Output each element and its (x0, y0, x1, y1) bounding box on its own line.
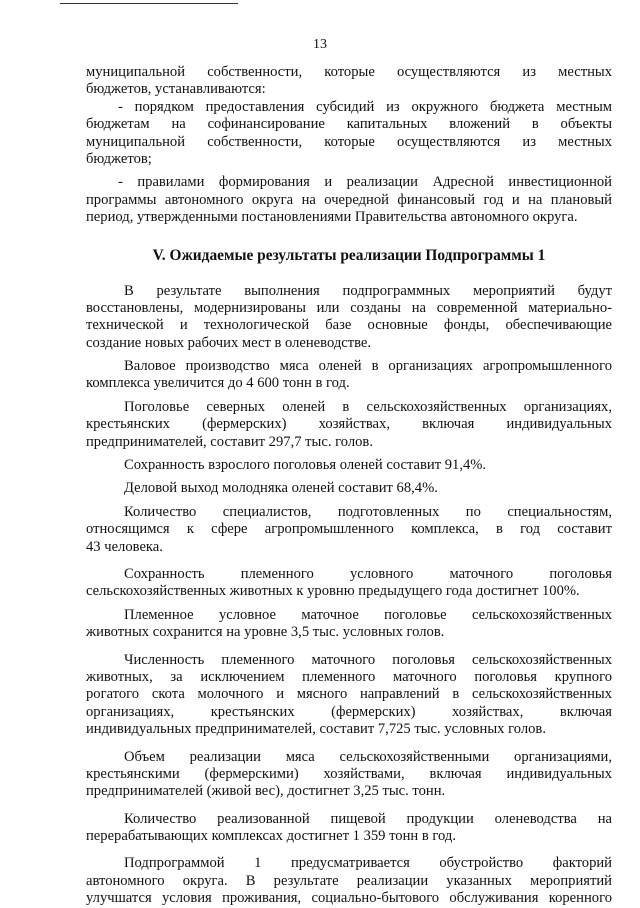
text-line: комплекса увеличится до 4 600 тонн в год. (86, 375, 350, 392)
text-line: Объем реализации мяса сельскохозяйственными организациями, (124, 748, 612, 765)
paragraph (86, 174, 612, 226)
text-line: Племенное условное маточное поголовье сельскохозяйственных (124, 606, 612, 623)
paragraph (86, 504, 612, 556)
paragraph (86, 358, 612, 393)
text-line: создание новых рабочих мест в оленеводстве. (86, 334, 372, 351)
paragraph (86, 607, 612, 642)
text-line: Количество специалистов, подготовленных по специальностям, (124, 503, 612, 520)
text-line: рогатого скота молочного и мясного направлений в сельскохозяйственных (86, 686, 612, 703)
paragraph (86, 480, 612, 497)
text-line: индивидуальных предпринимателей, составит 7,725 тыс. условных голов. (86, 721, 546, 738)
text-line: предпринимателей (живой вес), достигнет 3,25 тыс. тонн. (86, 783, 446, 800)
text-line: автономного округа. В результате реализации указанных мероприятий (86, 872, 612, 889)
text-line: животных сохранится на уровне 3,5 тыс. условных голов. (86, 624, 445, 641)
paragraph (86, 749, 612, 801)
document-body (86, 64, 612, 908)
paragraph (86, 99, 612, 169)
text-line: муниципальной собственности, которые осуществляются из местных (86, 133, 612, 150)
text-line: Валовое производство мяса оленей в организациях агропромышленного (124, 358, 612, 375)
text-line: Подпрограммой 1 предусматривается обустройство факторий (124, 855, 612, 872)
text-line: перерабатывающих комплексах достигнет 1 359 тонн в год. (86, 828, 456, 845)
paragraph (86, 811, 612, 846)
paragraph (86, 64, 612, 99)
scan-artifact-line (60, 3, 238, 4)
text-line: Деловой выход молодняка оленей составит 68,4%. (124, 480, 438, 497)
paragraph (86, 566, 612, 601)
text-line: относящимся к сфере агропромышленного комплекса, в год составит (86, 521, 612, 538)
text-line: бюджетов; (86, 150, 152, 167)
text-line: предпринимателей, составит 297,7 тыс. голов. (86, 433, 373, 450)
text-line: животных, за исключением племенного маточного поголовья крупного (86, 668, 612, 685)
paragraph (86, 283, 612, 353)
paragraph (86, 652, 612, 739)
text-line: программы автономного округа на очередной финансовый год и на плановый (86, 191, 612, 208)
paragraph (86, 399, 612, 451)
page-number: 13 (313, 37, 327, 52)
text-line: Сохранность взрослого поголовья оленей составит 91,4%. (124, 457, 487, 474)
text-line: улучшатся условия проживания, социально-бытового обслуживания коренного (86, 890, 612, 907)
text-line: период, утвержденными постановлениями Правительства автономного округа. (86, 209, 578, 226)
text-line: сельскохозяйственных животных к уровню предыдущего года достигнет 100%. (86, 583, 580, 600)
text-line: муниципальной собственности, которые осуществляются из местных (86, 64, 612, 80)
text-line: 43 человека. (86, 538, 163, 555)
text-line: Количество реализованной пищевой продукции оленеводства на (124, 810, 612, 827)
text-line: Численность племенного маточного поголовья сельскохозяйственных (124, 651, 612, 668)
text-line: крестьянскими (фермерскими) хозяйствами, включая индивидуальных (86, 765, 612, 782)
text-line: - правилами формирования и реализации Адресной инвестиционной (118, 174, 612, 191)
text-line: бюджетам на софинансирование капитальных вложений в объекты (86, 116, 612, 133)
text-line: восстановлены, модернизированы или созданы на современной материально- (86, 299, 612, 316)
text-line: Поголовье северных оленей в сельскохозяйственных организациях, (124, 398, 612, 415)
text-line: - порядком предоставления субсидий из окружного бюджета местным (118, 98, 612, 115)
text-line: технической и технологической базе основные фонды, обеспечивающие (86, 317, 612, 334)
text-line: крестьянских (фермерских) хозяйствах, включая индивидуальных (86, 416, 612, 433)
text-line: В результате выполнения подпрограммных мероприятий будут (124, 282, 612, 299)
text-before-heading (86, 64, 612, 227)
text-line: организациях, крестьянских (фермерских) хозяйствах, включая (86, 703, 612, 720)
paragraph (86, 855, 612, 907)
section-heading: V. Ожидаемые результаты реализации Подпрограммы 1 (152, 246, 546, 264)
text-line: Сохранность племенного условного маточного поголовья (124, 565, 612, 582)
text-line: бюджетов, устанавливаются: (86, 81, 266, 98)
text-after-heading (86, 283, 612, 908)
paragraph (86, 457, 612, 474)
